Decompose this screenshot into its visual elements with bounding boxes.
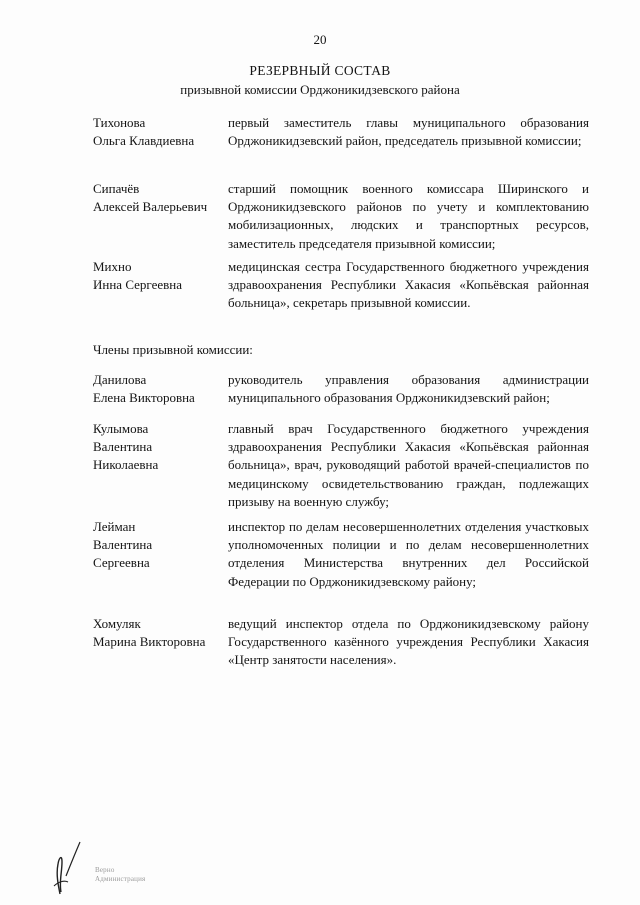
person-role: первый заместитель главы муниципального образования Орджоникидзевский район, председатель призывной комиссии; bbox=[228, 115, 589, 149]
person-role: главный врач Государственного бюджетного учреждения здравоохранения Республики Хакасия «Копьёвская районная больница», врач, руководящий работой врачей-специалистов по медицинскому освидетельствованию граждан, подлежащих призыву на военную службу; bbox=[228, 421, 589, 509]
name-line: Тихонова bbox=[93, 115, 146, 130]
name-line: Николаевна bbox=[93, 457, 159, 473]
person-name bbox=[93, 518, 233, 573]
page-number: 20 bbox=[313, 32, 327, 47]
person-name bbox=[93, 258, 233, 294]
stamp-line: Администрация bbox=[95, 875, 146, 883]
name-line: Сипачёв bbox=[93, 181, 140, 196]
person-role: медицинская сестра Государственного бюджетного учреждения здравоохранения Республики Хакасия «Копьёвская районная больница», секретарь призывной комиссии. bbox=[228, 259, 589, 311]
name-line: Алексей Валерьевич bbox=[93, 199, 208, 215]
stamp-text bbox=[95, 866, 145, 884]
name-line: Лейман bbox=[93, 519, 136, 534]
name-line: Кулымова bbox=[93, 421, 149, 436]
person-name bbox=[93, 114, 233, 150]
person-role: старший помощник военного комиссара Ширинского и Орджоникидзевского районов по учету и комплектованию мобилизационных, людских и транспортных ресурсов, заместитель председателя призывной комиссии; bbox=[228, 181, 589, 251]
person-name bbox=[93, 371, 233, 407]
person-name bbox=[93, 615, 233, 651]
person-name bbox=[93, 420, 233, 475]
name-line: Данилова bbox=[93, 372, 147, 387]
members-section-label: Члены призывной комиссии: bbox=[93, 342, 253, 357]
person-role: инспектор по делам несовершеннолетних отделения участковых уполномоченных полиции и по делам несовершеннолетних отделения Министерства внутренних дел Российской Федерации по Орджоникидзевскому району; bbox=[228, 519, 589, 589]
document-subtitle: призывной комиссии Орджоникидзевского района bbox=[180, 82, 460, 97]
person-role: ведущий инспектор отдела по Орджоникидзевскому району Государственного казённого учреждения Республики Хакасия «Центр занятости населения». bbox=[228, 616, 589, 668]
name-line: Ольга Клавдиевна bbox=[93, 133, 195, 149]
signature-icon bbox=[46, 836, 86, 896]
stamp-line: Верно bbox=[95, 866, 115, 874]
document-title: РЕЗЕРВНЫЙ СОСТАВ bbox=[249, 63, 391, 78]
name-line: Сергеевна bbox=[93, 555, 150, 571]
name-line: Хомуляк bbox=[93, 616, 141, 631]
name-line: Инна Сергеевна bbox=[93, 277, 182, 293]
person-role: руководитель управления образования администрации муниципального образования Орджоникидзевский район; bbox=[228, 372, 589, 406]
name-line: Михно bbox=[93, 259, 132, 274]
name-line: Елена Викторовна bbox=[93, 390, 195, 406]
name-line: Валентина bbox=[93, 439, 153, 455]
name-line: Валентина bbox=[93, 537, 153, 553]
name-line: Марина Викторовна bbox=[93, 634, 206, 650]
person-name bbox=[93, 180, 233, 216]
